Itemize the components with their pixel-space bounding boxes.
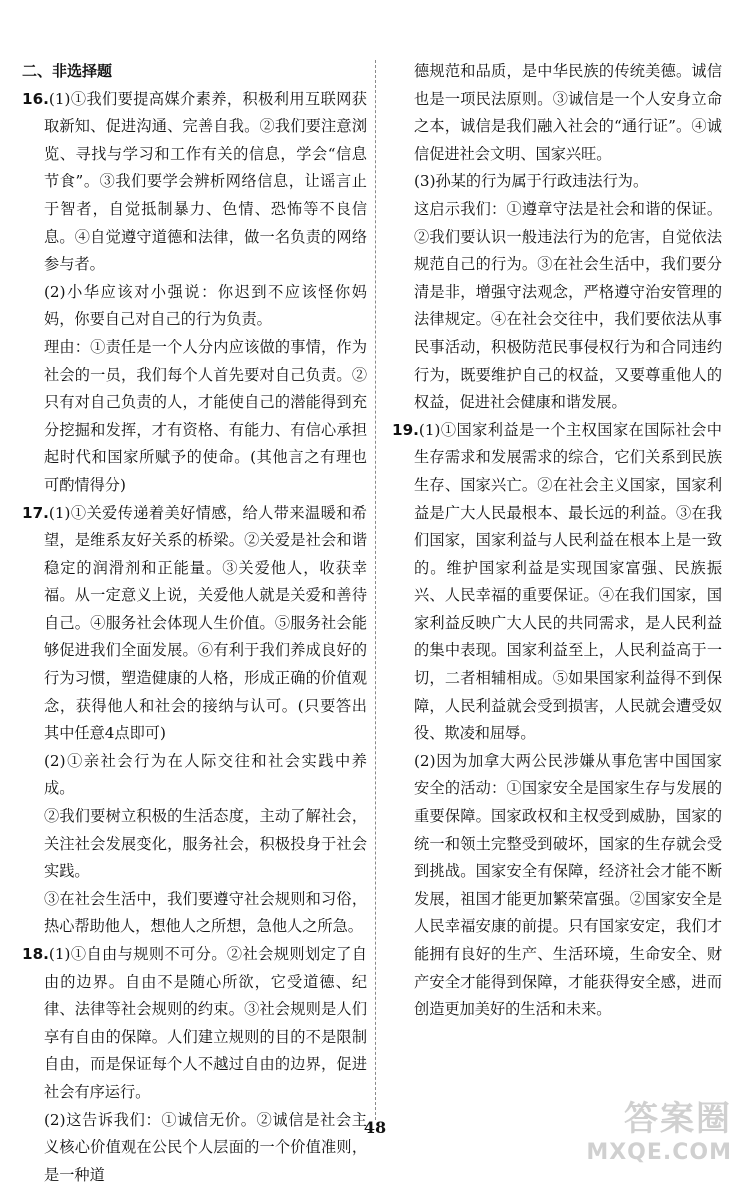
page-number: 48 (363, 1118, 387, 1137)
watermark-url: MXQE.COM (586, 1140, 732, 1165)
watermark (586, 1091, 732, 1165)
q18-part2-continued: 德规范和品质，是中华民族的传统美德。诚信也是一项民法原则。③诚信是一个人安身立命之本，诚信是我们融入社会的“通行证”。④诚信促进社会文明、国家兴旺。 (414, 62, 722, 163)
q16-part1-text: (1)①我们要提高媒介素养，积极利用互联网获取新知、促进沟通、完善自我。②我们要注意浏览、寻找与学习和工作有关的信息，学会“信息节食”。③我们要学会辨析网络信息，让谣言止于智者，自觉抵制暴力、色情、恐怖等不良信息。④自觉遵守道德和法律，做一名负责的网络参与者。 (44, 89, 367, 274)
watermark-logo: 答案圈 (624, 1099, 732, 1139)
section-title: 二、非选择题 (22, 62, 113, 80)
q18-part3-insight: 这启示我们：①遵章守法是社会和谐的保证。②我们要认识一般违法行为的危害，自觉依法规范自己的行为。③在社会生活中，我们要分清是非，增强守法观念，严格遵守治安管理的法律规定。④在社会交往中，我们要依法从事民事活动，积极防范民事侵权行为和合同违约行为，既要维护自己的权益，又要尊重他人的权益，促进社会健康和谐发展。 (414, 199, 722, 412)
q17-number: 17. (22, 503, 49, 522)
q17-part2-a: (2)①亲社会行为在人际交往和社会实践中养成。 (44, 751, 367, 798)
q17-part1-text: (1)①关爱传递着美好情感，给人带来温暖和希望，是维系友好关系的桥梁。②关爱是社会和谐稳定的润滑剂和正能量。③关爱他人，收获幸福。从一定意义上说，关爱他人就是关爱和善待自己。④服务社会体现人生价值。⑤服务社会能够促进我们全面发展。⑥有利于我们养成良好的行为习惯，塑造健康的人格，形成正确的价值观念，获得他人和社会的接纳与认可。(只要答出其中任意4点即可) (44, 503, 367, 743)
right-column (392, 58, 722, 1024)
q16-number: 16. (22, 89, 49, 108)
q18-part1 (22, 941, 367, 1107)
q17-part2-b: ②我们要树立积极的生活态度，主动了解社会，关注社会发展变化，服务社会，积极投身于社会实践。 (44, 807, 367, 881)
q17-part2-c: ③在社会生活中，我们要遵守社会规则和习俗，热心帮助他人，想他人之所想，急他人之所急。 (44, 889, 367, 936)
q17-part1 (22, 500, 367, 748)
q19-part2: (2)因为加拿大两公民涉嫌从事危害中国国家安全的活动：①国家安全是国家生存与发展的重要保障。国家政权和主权受到威胁，国家的统一和领土完整受到破坏，国家的生存就会受到挑战。国家安全有保障，经济社会才能不断发展，祖国才能更加繁荣富强。②国家安全是人民幸福安康的前提。只有国家安定，我们才能拥有良好的生产、生活环境，生命安全、财产安全才能得到保障，才能获得安全感，进而创造更加美好的生活和未来。 (414, 751, 722, 1019)
q19-number: 19. (392, 420, 419, 439)
q16-part1 (22, 86, 367, 279)
q18-part3: (3)孙某的行为属于行政违法行为。 (414, 172, 649, 191)
q19-part1 (392, 417, 722, 748)
q18-number: 18. (22, 945, 49, 963)
left-column (22, 58, 367, 1189)
column-divider (375, 60, 376, 1120)
q18-part1-text: (1)①自由与规则不可分。②社会规则划定了自由的边界。自由不是随心所欲，它受道德、纪律、法律等社会规则的约束。③社会规则是人们享有自由的保障。人们建立规则的目的不是限制自由，而是保证每个人不越过自由的边界，促进社会有序运行。 (44, 945, 367, 1101)
q16-part2: (2)小华应该对小强说：你迟到不应该怪你妈妈，你要自己对自己的行为负责。 (44, 282, 367, 329)
q16-reason: 理由：①责任是一个人分内应该做的事情，作为社会的一员，我们每个人首先要对自己负责。②只有对自己负责的人，才能使自己的潜能得到充分挖掘和发挥，才有资格、有能力、有信心承担起时代和国家所赋予的使命。(其他言之有理也可酌情得分) (44, 337, 367, 494)
q18-part2: (2)这告诉我们：①诚信无价。②诚信是社会主义核心价值观在公民个人层面的一个价值准则，是一种道 (44, 1110, 367, 1184)
q19-part1-text: (1)①国家利益是一个主权国家在国际社会中生存需求和发展需求的综合，它们关系到民族生存、国家兴亡。②在社会主义国家，国家利益是广大人民最根本、最长远的利益。③在我们国家，国家利益与人民利益在根本上是一致的。维护国家利益是实现国家富强、民族振兴、人民幸福的重要保证。④在我们国家，国家利益反映广大人民的共同需求，是人民利益的集中表现。国家利益至上，人民利益高于一切，二者相辅相成。⑤如果国家利益得不到保障，人民利益就会受到损害，人民就会遭受奴役、欺凌和屈辱。 (414, 420, 722, 743)
